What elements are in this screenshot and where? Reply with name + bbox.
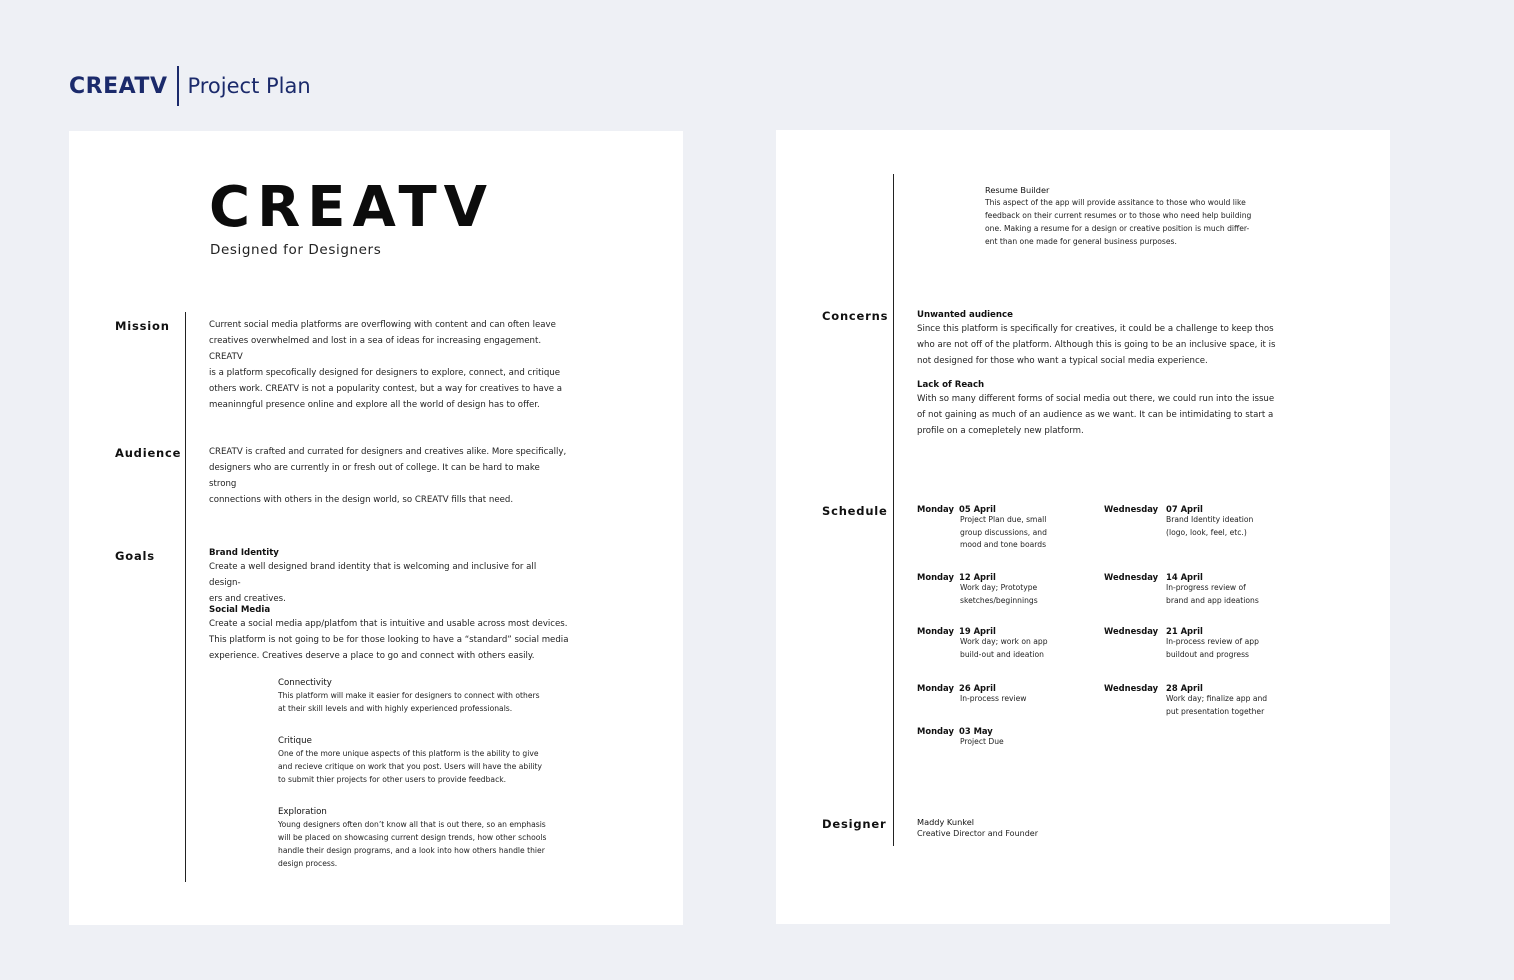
schedule-item: Monday 03 May Project Due xyxy=(917,726,1004,746)
schedule-item: Monday 05 April Project Plan due, small group discussions, and mood and tone boards xyxy=(917,504,1047,549)
concern-lack-of-reach: Lack of Reach With so many different forms of social media out there, we could run into the issue of not gaining as much of an audience as we want. It can be intimidating to start a profile on a comepletely new platform. xyxy=(917,380,1275,436)
goal-social-media: Social Media Create a social media app/platfom that is intuitive and usable across most devices. This platform is not going to be for those looking to have a “standard” social media experience. Creatives deserve a place to go and connect with others easily. xyxy=(209,605,569,661)
concern-unwanted-audience: Unwanted audience Since this platform is specifically for creatives, it could be a challenge to keep thos who are not off of the platform. Although this is going to be an inclusive space, it is not designed for those who want a typical social media experience. xyxy=(917,310,1276,366)
header-title: Project Plan xyxy=(187,74,311,98)
designer-role: Creative Director and Founder xyxy=(917,829,1038,838)
designer-name: Maddy Kunkel xyxy=(917,817,975,827)
audience-label: Audience xyxy=(115,446,182,460)
schedule-item: Wednesday 21 April In-process review of app buildout and progress xyxy=(1104,626,1259,659)
goal-critique: Critique One of the more unique aspects of this platform is the ability to give and recieve critique on work that you post. Users will have the ability to submit thier projects for other users to provide feedback. xyxy=(278,736,542,784)
header-brand: CREATV xyxy=(69,73,168,99)
designer-label: Designer xyxy=(822,817,887,831)
mission-label: Mission xyxy=(115,319,170,333)
left-page xyxy=(69,131,683,925)
schedule-item: Wednesday 14 April In-progress review of brand and app ideations xyxy=(1104,572,1259,605)
goal-brand-identity: Brand Identity Create a well designed brand identity that is welcoming and inclusive for all design- ers and creatives. xyxy=(209,548,537,604)
mission-text: Current social media platforms are overflowing with content and can often leave creatives overwhelmed and lost in a sea of ideas for increasing engagement. CREATV is a platform specofically designed for designers to explore, connect, and critique others work. CREATV is not a popularity contest, but a way for creatives to have a meaninngful presence online and explore all the world of design has to offer. xyxy=(209,320,563,410)
schedule-item: Monday 19 April Work day; work on app build-out and ideation xyxy=(917,626,1048,659)
audience-text: CREATV is crafted and currated for designers and creatives alike. More specifically, designers who are currently in or fresh out of college. It can be hard to make strong connections with others in the design world, so CREATV fills that need. xyxy=(209,447,567,505)
right-divider-line xyxy=(893,174,894,846)
document-header xyxy=(69,66,311,106)
schedule-item: Monday 12 April Work day; Prototype sketches/beginnings xyxy=(917,572,1038,605)
schedule-label: Schedule xyxy=(822,504,888,518)
goal-connectivity: Connectivity This platform will make it easier for designers to connect with others at their skill levels and with highly experienced professionals. xyxy=(278,678,540,713)
concerns-label: Concerns xyxy=(822,309,889,323)
resume-builder: Resume Builder This aspect of the app will provide assitance to those who would like feedback on their current resumes or to those who need help building one. Making a resume for a design or creative position is much differ- ent than one made for general business purposes. xyxy=(985,185,1252,246)
header-divider xyxy=(177,66,179,106)
schedule-item: Wednesday 07 April Brand Identity ideation (logo, look, feel, etc.) xyxy=(1104,504,1254,537)
schedule-item: Wednesday 28 April Work day; finalize app and put presentation together xyxy=(1104,683,1268,716)
right-page xyxy=(776,130,1390,924)
document-title: CREATV xyxy=(209,175,495,240)
schedule-item: Monday 26 April In-process review xyxy=(917,683,1027,703)
designer-info xyxy=(917,816,1117,841)
goals-label: Goals xyxy=(115,549,155,563)
goal-exploration: Exploration Young designers often don’t know all that is out there, so an emphasis will be placed on showcasing current design trends, how other schools handle their design programs, and a look into how others handle thier design process. xyxy=(278,807,547,868)
left-divider-line xyxy=(185,312,186,882)
document-subtitle: Designed for Designers xyxy=(210,242,382,258)
